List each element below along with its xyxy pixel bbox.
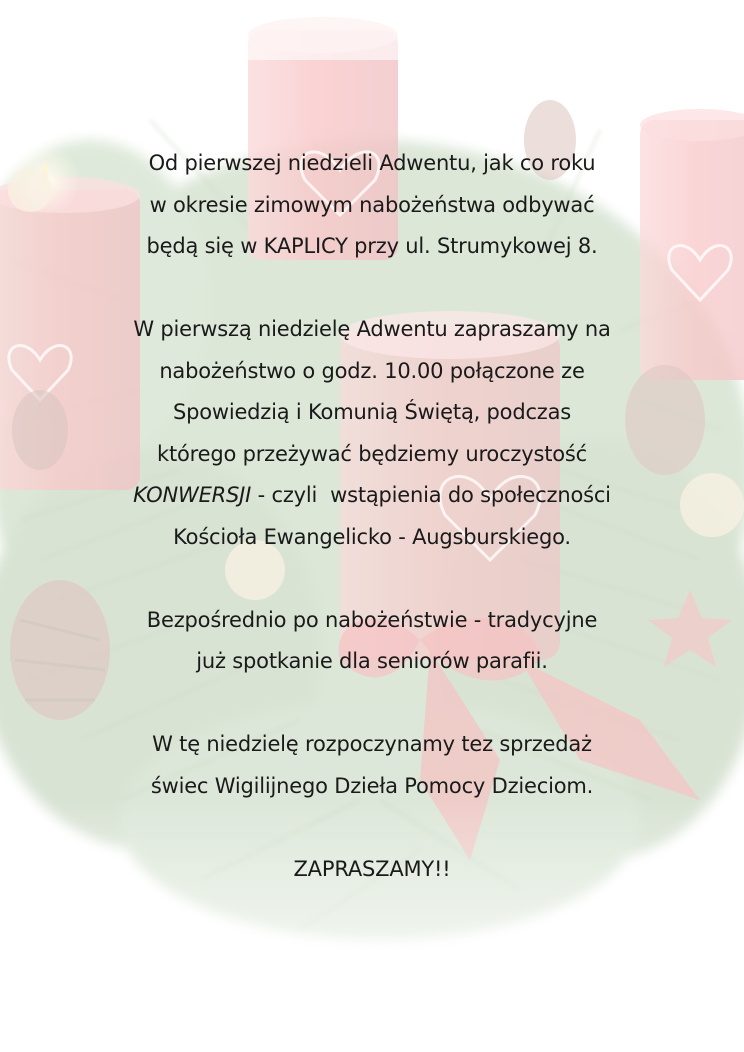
text-line: świec Wigilijnego Dzieła Pomocy Dzieciom.	[150, 773, 594, 798]
paragraph-location	[0, 143, 744, 268]
announcement-text	[0, 143, 744, 890]
text-line: Bezpośrednio po nabożeństwie - tradycyjne	[146, 607, 598, 632]
paragraph-seniors	[0, 600, 744, 683]
text-line: w okresie zimowym nabożeństwa odbywać	[149, 192, 595, 217]
paragraph-candles-sale	[0, 724, 744, 807]
konwersji-emphasis: KONWERSJI	[133, 483, 252, 507]
closing-invitation: ZAPRASZAMY!!	[293, 856, 451, 881]
text-line: już spotkanie dla seniorów parafii.	[196, 649, 548, 673]
text-line: Kościoła Ewangelicko - Augsburskiego.	[173, 524, 571, 549]
text-line: Spowiedzią i Komunią Świętą, podczas	[172, 400, 572, 424]
text-line: Od pierwszej niedzieli Adwentu, jak co roku	[148, 151, 596, 175]
text-line	[0, 475, 744, 517]
text-line-rest: - czyli wstąpienia do społeczności	[251, 483, 611, 507]
text-line: którego przeżywać będziemy uroczystość	[157, 441, 587, 466]
text-line: W pierwszą niedzielę Adwentu zapraszamy na	[133, 317, 611, 341]
paragraph-service	[0, 309, 744, 558]
text-line: nabożeństwo o godz. 10.00 połączone ze	[159, 358, 585, 383]
text-line: będą się w KAPLICY przy ul. Strumykowej 8.	[146, 234, 598, 258]
text-line: W tę niedzielę rozpoczynamy tez sprzedaż	[152, 732, 592, 756]
